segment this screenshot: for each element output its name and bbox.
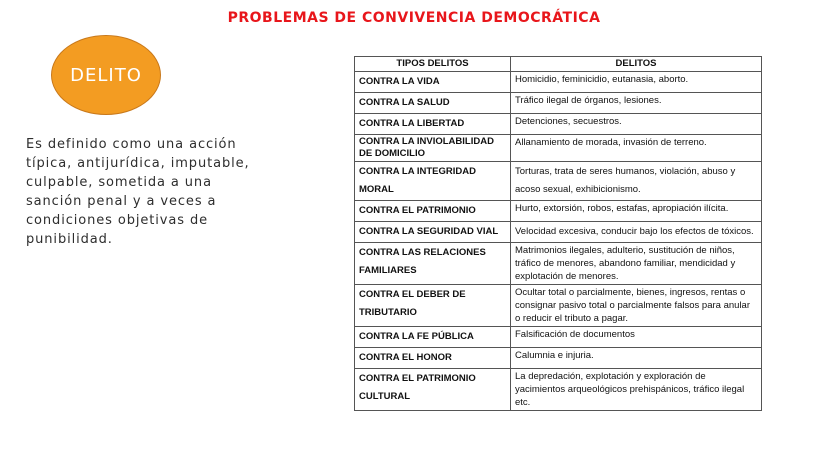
tipo-cell: CONTRA EL PATRIMONIO CULTURAL (355, 369, 511, 411)
tipo-cell: CONTRA LA LIBERTAD (355, 114, 511, 135)
delitos-cell: Matrimonios ilegales, adulterio, sustitución de niños, tráfico de menores, abandono familiar, mendicidad y explotación de menores. (511, 243, 762, 285)
page-title: PROBLEMAS DE CONVIVENCIA DEMOCRÁTICA (227, 10, 601, 26)
tipo-cell: CONTRA EL PATRIMONIO (355, 201, 511, 222)
delitos-cell: Falsificación de documentos (511, 327, 762, 348)
tipo-cell: CONTRA EL HONOR (355, 348, 511, 369)
table-row (355, 285, 762, 327)
delitos-cell: Calumnia e injuria. (511, 348, 762, 369)
delitos-cell: Allanamiento de morada, invasión de terreno. (511, 135, 762, 162)
tipo-cell: CONTRA LAS RELACIONES FAMILIARES (355, 243, 511, 285)
table-row (355, 162, 762, 201)
delitos-cell: La depredación, explotación y exploración de yacimientos arqueológicos prehispánicos, tráfico ilegal etc. (511, 369, 762, 411)
delitos-cell: Homicidio, feminicidio, eutanasia, aborto. (511, 72, 762, 93)
delitos-table (354, 56, 762, 411)
tipo-cell: CONTRA EL DEBER DE TRIBUTARIO (355, 285, 511, 327)
oval-label: DELITO (70, 64, 142, 86)
tipo-cell: CONTRA LA SALUD (355, 93, 511, 114)
delitos-cell: Ocultar total o parcialmente, bienes, ingresos, rentas o consignar pasivo total o parcialmente falsos para anular o reducir el tributo a pagar. (511, 285, 762, 327)
table-row (355, 327, 762, 348)
table-row (355, 114, 762, 135)
table-row (355, 135, 762, 162)
table-row (355, 93, 762, 114)
tipo-cell: CONTRA LA INVIOLABILIDAD DE DOMICILIO (355, 135, 511, 162)
table-row (355, 369, 762, 411)
definition-text: Es definido como una acción típica, antijurídica, imputable, culpable, sometida a una sanción penal y a veces a condiciones objetivas de punibilidad. (26, 137, 250, 247)
table-row (355, 72, 762, 93)
delitos-cell: Velocidad excesiva, conducir bajo los efectos de tóxicos. (511, 222, 762, 243)
tipo-cell: CONTRA LA INTEGRIDAD MORAL (355, 162, 511, 201)
header-tipos: TIPOS DELITOS (355, 57, 511, 72)
delito-oval (51, 35, 161, 115)
table-row (355, 243, 762, 285)
delitos-cell: Hurto, extorsión, robos, estafas, apropiación ilícita. (511, 201, 762, 222)
delitos-cell: Detenciones, secuestros. (511, 114, 762, 135)
table-row (355, 222, 762, 243)
tipo-cell: CONTRA LA FE PÚBLICA (355, 327, 511, 348)
tipo-cell: CONTRA LA SEGURIDAD VIAL (355, 222, 511, 243)
table-row (355, 348, 762, 369)
table-row (355, 201, 762, 222)
header-delitos: DELITOS (511, 57, 762, 72)
delitos-cell: Torturas, trata de seres humanos, violación, abuso y acoso sexual, exhibicionismo. (511, 162, 762, 201)
tipo-cell: CONTRA LA VIDA (355, 72, 511, 93)
delitos-cell: Tráfico ilegal de órganos, lesiones. (511, 93, 762, 114)
table-header-row (355, 57, 762, 72)
